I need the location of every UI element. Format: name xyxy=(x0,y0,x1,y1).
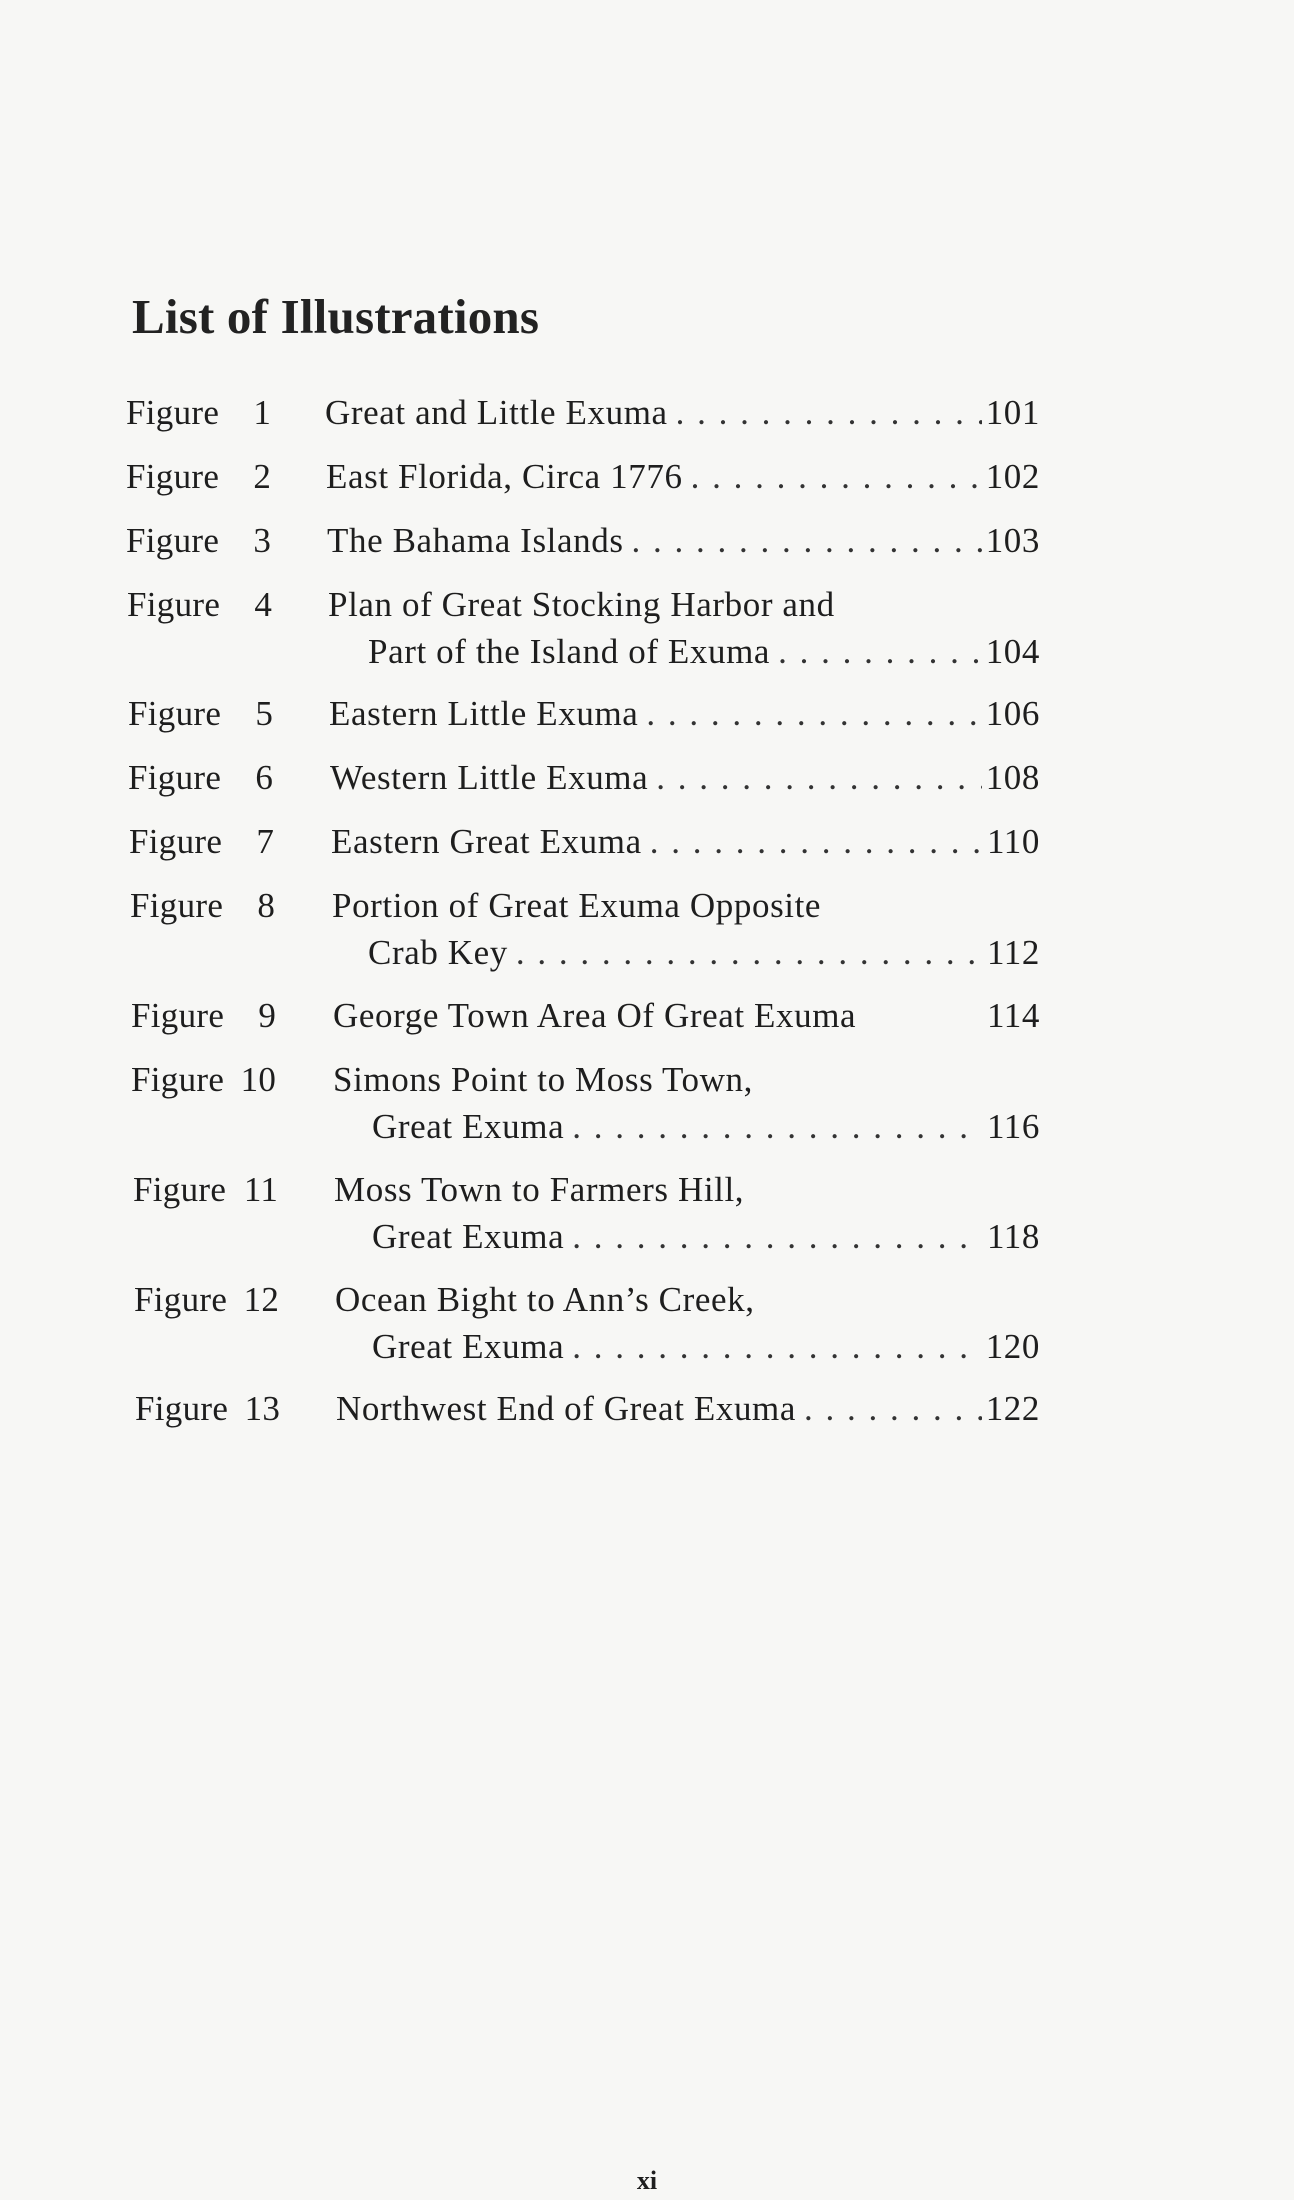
figure-number: 6 xyxy=(255,758,274,797)
figure-word: Figure xyxy=(130,886,224,925)
page-reference: 104 xyxy=(985,632,1040,671)
figure-label xyxy=(130,886,275,926)
figure-title: Northwest End of Great Exuma xyxy=(336,1389,797,1428)
figure-number: 9 xyxy=(258,996,277,1035)
figure-word: Figure xyxy=(131,1060,225,1099)
figure-title-line xyxy=(331,822,1040,862)
figure-title: The Bahama Islands xyxy=(327,521,624,560)
figure-title-line xyxy=(333,996,1040,1036)
page-reference: 120 xyxy=(985,1327,1040,1366)
page-reference: 122 xyxy=(985,1389,1040,1428)
figure-title: Ocean Bight to Ann’s Creek, xyxy=(335,1280,755,1319)
figure-number: 2 xyxy=(253,457,272,496)
figure-title: Portion of Great Exuma Opposite xyxy=(332,886,822,925)
dot-leader xyxy=(650,822,983,862)
page-reference: 101 xyxy=(985,393,1040,432)
page-reference: 118 xyxy=(986,1217,1040,1256)
page-reference: 114 xyxy=(986,996,1040,1035)
figure-title: Plan of Great Stocking Harbor and xyxy=(328,585,835,624)
figure-title: Simons Point to Moss Town, xyxy=(333,1060,753,1099)
figure-title-line xyxy=(327,521,1040,561)
figure-title-line xyxy=(372,1327,1040,1367)
figure-title-line xyxy=(330,758,1040,798)
figure-title: Western Little Exuma xyxy=(330,758,649,797)
figure-number: 10 xyxy=(240,1060,277,1099)
page-reference: 102 xyxy=(985,457,1040,496)
figure-title: Eastern Great Exuma xyxy=(331,822,642,861)
figure-label xyxy=(126,393,271,433)
figure-title-line xyxy=(332,886,821,926)
page-reference: 112 xyxy=(986,933,1040,972)
figure-number: 4 xyxy=(254,585,273,624)
figure-word: Figure xyxy=(135,1389,229,1428)
figure-label xyxy=(135,1389,280,1429)
figure-word: Figure xyxy=(128,758,222,797)
figure-number: 12 xyxy=(243,1280,280,1319)
figure-title-line xyxy=(372,1217,1040,1257)
figure-title-line xyxy=(325,393,1040,433)
page-number: xi xyxy=(636,2166,658,2195)
dot-leader xyxy=(646,694,981,734)
figure-title-line xyxy=(368,632,1040,672)
figure-number: 13 xyxy=(244,1389,281,1428)
dot-leader xyxy=(632,521,982,561)
figure-word: Figure xyxy=(126,521,220,560)
figure-title-line xyxy=(335,1280,755,1320)
figure-title-line xyxy=(334,1170,744,1210)
figure-number: 1 xyxy=(253,393,272,432)
figure-title-line xyxy=(329,694,1040,734)
figure-number: 7 xyxy=(256,822,275,861)
figure-number: 11 xyxy=(243,1170,279,1209)
figure-word: Figure xyxy=(131,996,225,1035)
dot-leader xyxy=(656,758,981,798)
figure-word: Figure xyxy=(129,822,223,861)
figure-title: George Town Area Of Great Exuma xyxy=(333,996,857,1035)
figure-word: Figure xyxy=(126,393,220,432)
dot-leader xyxy=(572,1217,983,1257)
figure-title: Eastern Little Exuma xyxy=(329,694,639,733)
page-reference: 103 xyxy=(985,521,1040,560)
figure-title-line xyxy=(372,1107,1040,1147)
figure-number: 3 xyxy=(253,521,272,560)
figure-word: Figure xyxy=(128,694,222,733)
dot-leader xyxy=(804,1389,982,1429)
figure-label xyxy=(133,1170,278,1210)
page-reference: 108 xyxy=(985,758,1040,797)
figure-title: Great Exuma xyxy=(372,1217,565,1256)
figure-title-line xyxy=(333,1060,753,1100)
page-reference: 106 xyxy=(985,694,1040,733)
figure-number: 5 xyxy=(255,694,274,733)
figure-title-line xyxy=(368,933,1040,973)
figure-title: East Florida, Circa 1776 xyxy=(326,457,683,496)
dot-leader xyxy=(778,632,982,672)
figure-label xyxy=(129,822,274,862)
figure-label xyxy=(127,585,272,625)
figure-title: Crab Key xyxy=(368,933,508,972)
figure-title: Part of the Island of Exuma xyxy=(368,632,771,671)
figure-title-line xyxy=(326,457,1040,497)
figure-title-line xyxy=(336,1389,1040,1429)
figure-title: Moss Town to Farmers Hill, xyxy=(334,1170,745,1209)
figure-word: Figure xyxy=(127,585,221,624)
dot-leader xyxy=(516,933,983,973)
dot-leader xyxy=(572,1327,981,1367)
page-title: List of Illustrations xyxy=(132,289,540,344)
figure-title: Great and Little Exuma xyxy=(325,393,668,432)
figure-word: Figure xyxy=(134,1280,228,1319)
dot-leader xyxy=(691,457,982,497)
figure-label xyxy=(126,521,271,561)
figure-label xyxy=(134,1280,279,1320)
figure-title: Great Exuma xyxy=(372,1107,565,1146)
figure-word: Figure xyxy=(126,457,220,496)
figure-label xyxy=(128,758,273,798)
figure-label xyxy=(128,694,273,734)
page-reference: 110 xyxy=(986,822,1040,861)
figure-label xyxy=(131,996,276,1036)
figure-label xyxy=(126,457,271,497)
dot-leader xyxy=(676,393,982,433)
figure-number: 8 xyxy=(257,886,276,925)
dot-leader xyxy=(572,1107,983,1147)
figure-label xyxy=(131,1060,276,1100)
figure-title: Great Exuma xyxy=(372,1327,565,1366)
figure-word: Figure xyxy=(133,1170,227,1209)
page-reference: 116 xyxy=(986,1107,1040,1146)
figure-title-line xyxy=(328,585,835,625)
